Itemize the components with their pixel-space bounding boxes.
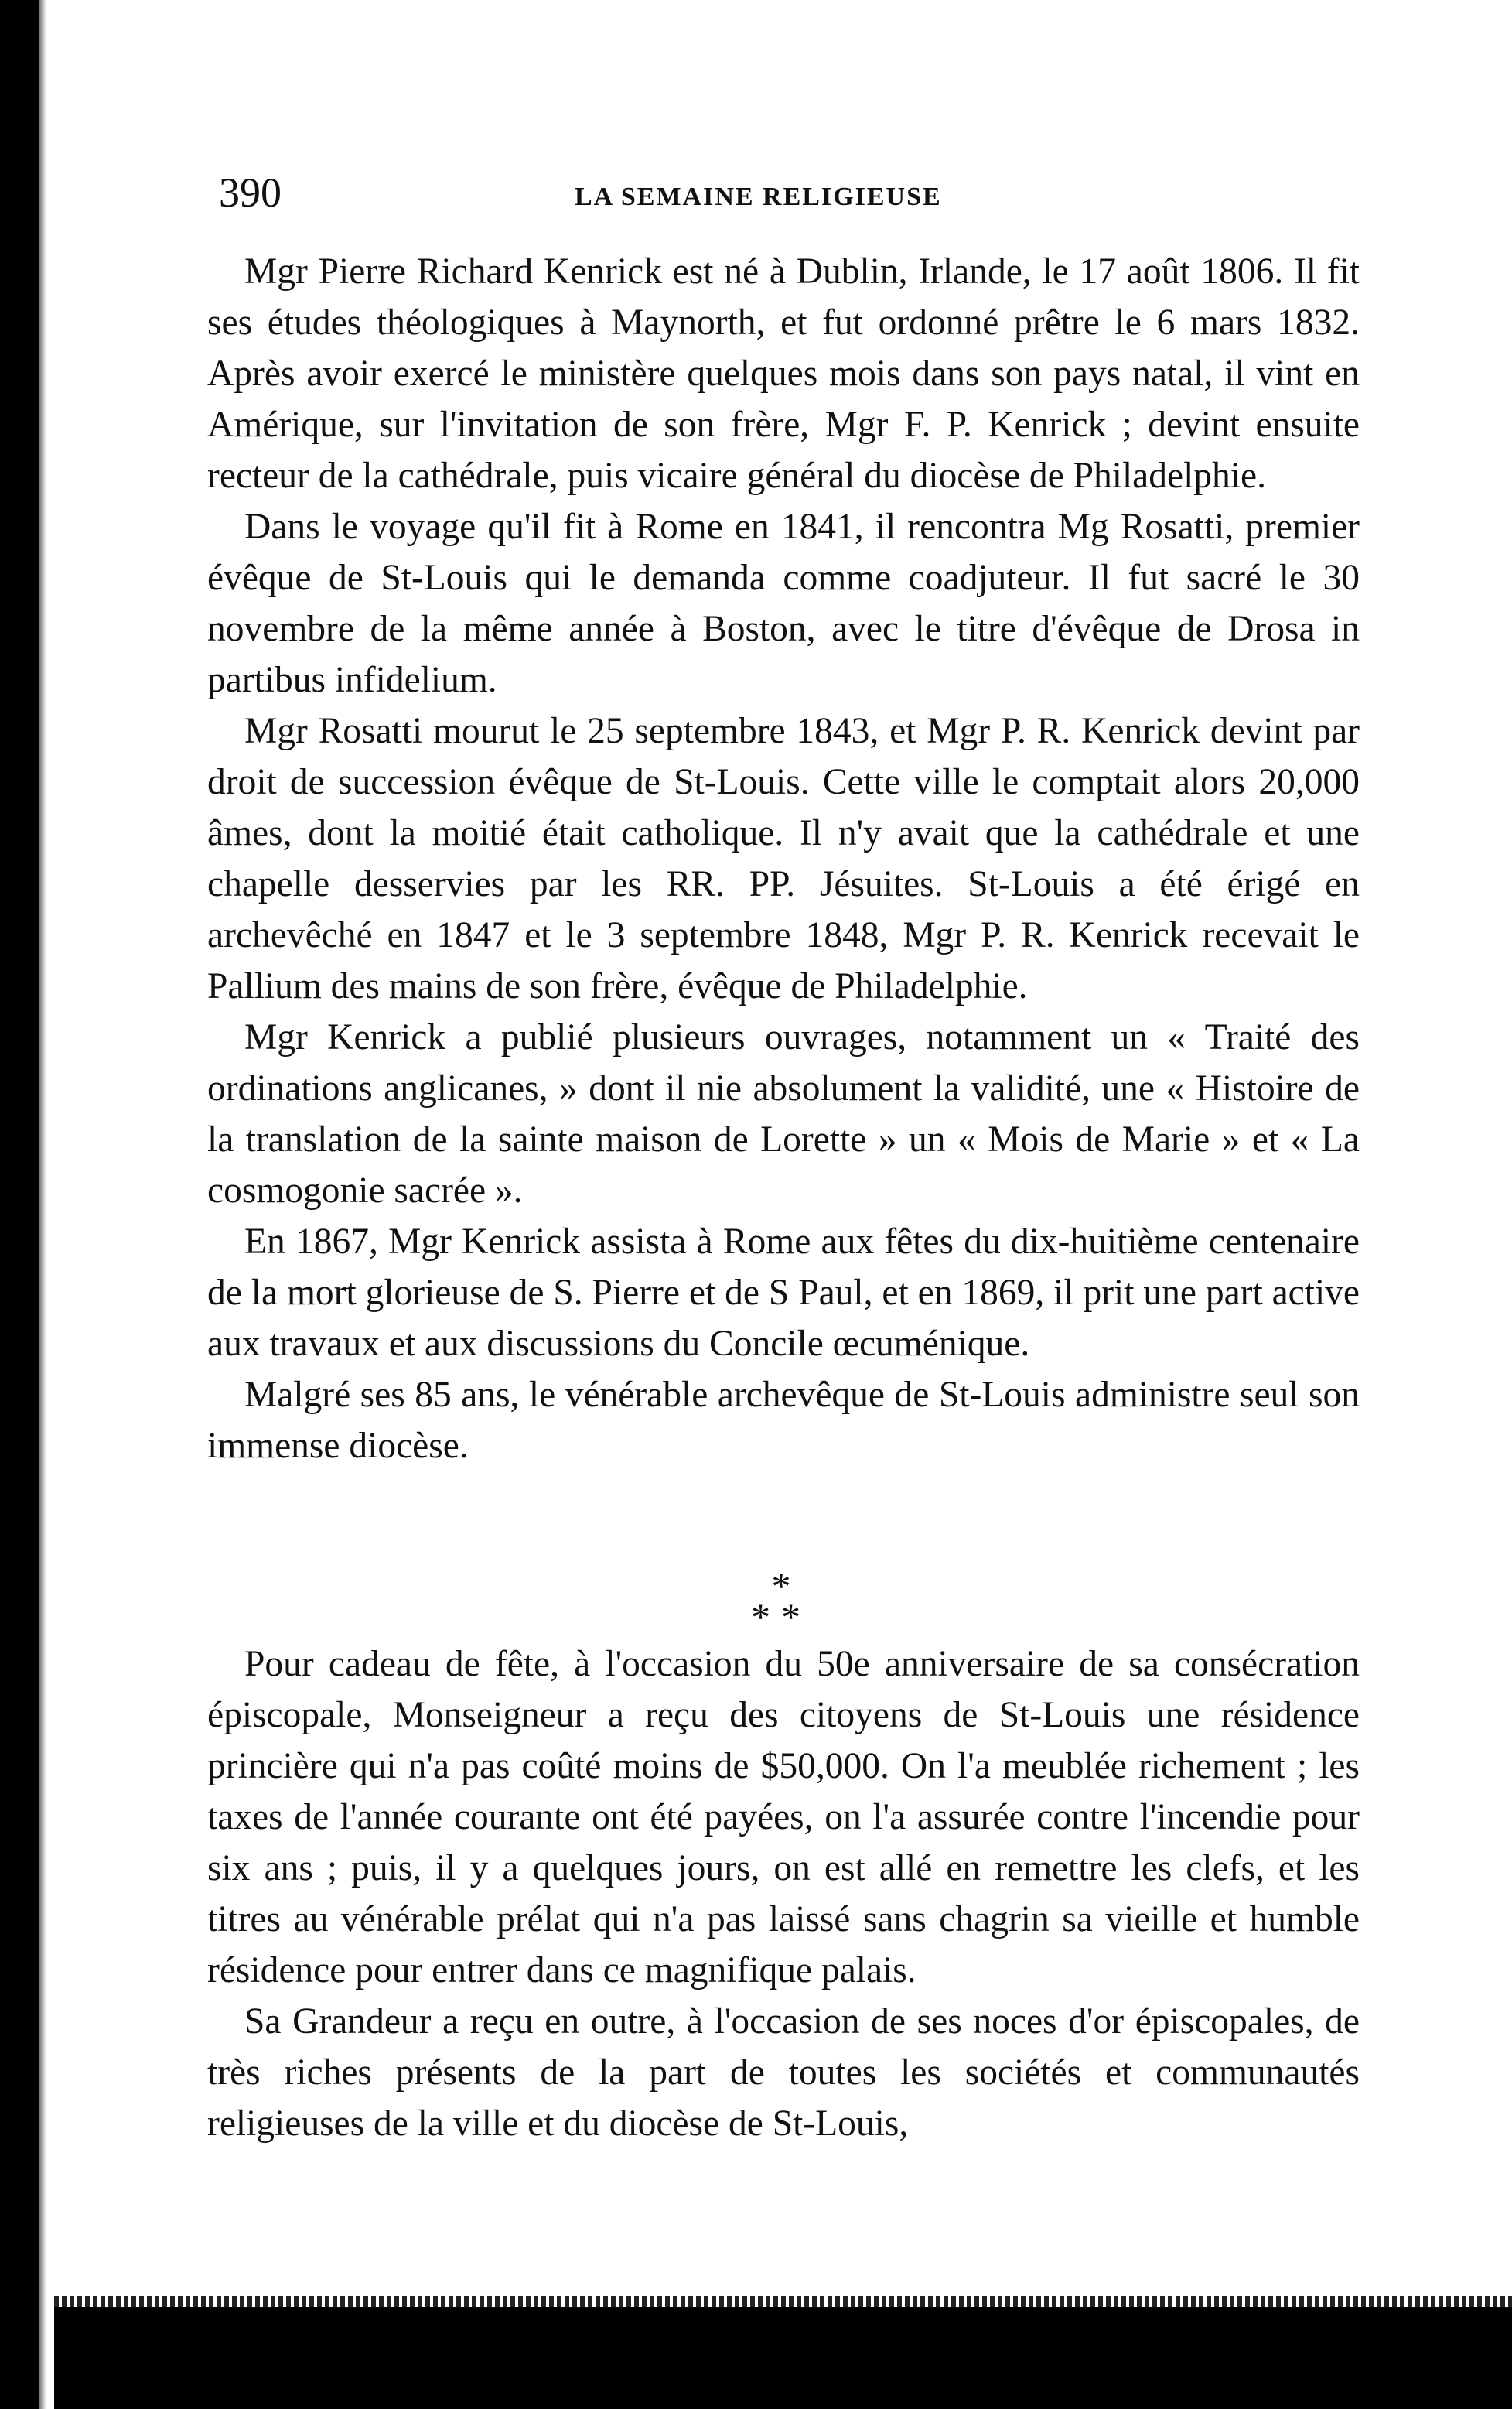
scan-border-bottom-edge — [54, 2296, 1512, 2307]
paragraph-presents: Sa Grandeur a reçu en outre, à l'occasion de ses noces d'or épiscopales, de très riches présents de la part de toutes les sociétés et communautés religieuses de la ville et du diocèse de St-Louis, — [207, 2001, 1360, 2144]
body-text-bottom — [207, 1638, 1360, 2149]
page-number: 390 — [219, 169, 282, 216]
paragraph-cadeau: Pour cadeau de fête, à l'occasion du 50e anniversaire de sa consécration épiscopale, Monseigneur a reçu des citoyens de St-Louis une résidence princière qui n'a pas coûté moins de $50,000. On l'a meublée richement ; les taxes de l'année courante ont été payées, on l'a assurée contre l'incendie pour six ans ; puis, il y a quelques jours, on est allé en remettre les clefs, et les titres au vénérable prélat qui n'a pas laissé sans chagrin sa vieille et humble résidence pour entrer dans ce magnifique palais. — [207, 1644, 1360, 1990]
paragraph-diocese: Malgré ses 85 ans, le vénérable archevêque de St-Louis administre seul son immense diocèse. — [207, 1375, 1360, 1466]
scan-border-shadow — [39, 0, 46, 2409]
paragraph-publications: Mgr Kenrick a publié plusieurs ouvrages, notamment un « Traité des ordinations anglicanes, » dont il nie absolument la validité, une « Histoire de la translation de la sainte maison de Lorette » un « Mois de Marie » et « La cosmogonie sacrée ». — [207, 1017, 1360, 1211]
paragraph-voyage-rome: Dans le voyage qu'il fit à Rome en 1841, il rencontra Mg Rosatti, premier évêque de St-Louis qui le demanda comme coadjuteur. Il fut sacré le 30 novembre de la même année à Boston, avec le titre d'évêque de Drosa in partibus infidelium. — [207, 507, 1360, 700]
paragraph-succession: Mgr Rosatti mourut le 25 septembre 1843, et Mgr P. R. Kenrick devint par droit de succession évêque de St-Louis. Cette ville le comptait alors 20,000 âmes, dont la moitié était catholique. Il n'y avait que la cathédrale et une chapelle desservies par les RR. PP. Jésuites. St-Louis a été érigé en archevêché en 1847 et le 3 septembre 1848, Mgr P. R. Kenrick recevait le Pallium des mains de son frère, évêque de Philadelphie. — [207, 711, 1360, 1006]
body-text-top — [207, 246, 1360, 1471]
asterism-bottom: ** — [751, 1595, 811, 1638]
paragraph-concile: En 1867, Mgr Kenrick assista à Rome aux fêtes du dix-huitième centenaire de la mort glorieuse de S. Pierre et de S Paul, et en 1869, il prit une part active aux travaux et aux discussions du Concile œcuménique. — [207, 1222, 1360, 1364]
asterism-top: * — [771, 1564, 791, 1608]
paragraph-birth: Mgr Pierre Richard Kenrick est né à Dublin, Irlande, le 17 août 1806. Il fit ses études théologiques à Maynorth, et fut ordonné prêtre le 6 mars 1832. Après avoir exercé le ministère quelques mois dans son pays natal, il vint en Amérique, sur l'invitation de son frère, Mgr F. P. Kenrick ; devint ensuite recteur de la cathédrale, puis vicaire général du diocèse de Philadelphie. — [207, 251, 1360, 496]
asterism-separator — [742, 1564, 820, 1638]
scan-border-left — [0, 0, 39, 2409]
running-title: LA SEMAINE RELIGIEUSE — [575, 183, 942, 211]
scan-border-bottom — [54, 2307, 1512, 2409]
page-header — [219, 169, 1356, 231]
